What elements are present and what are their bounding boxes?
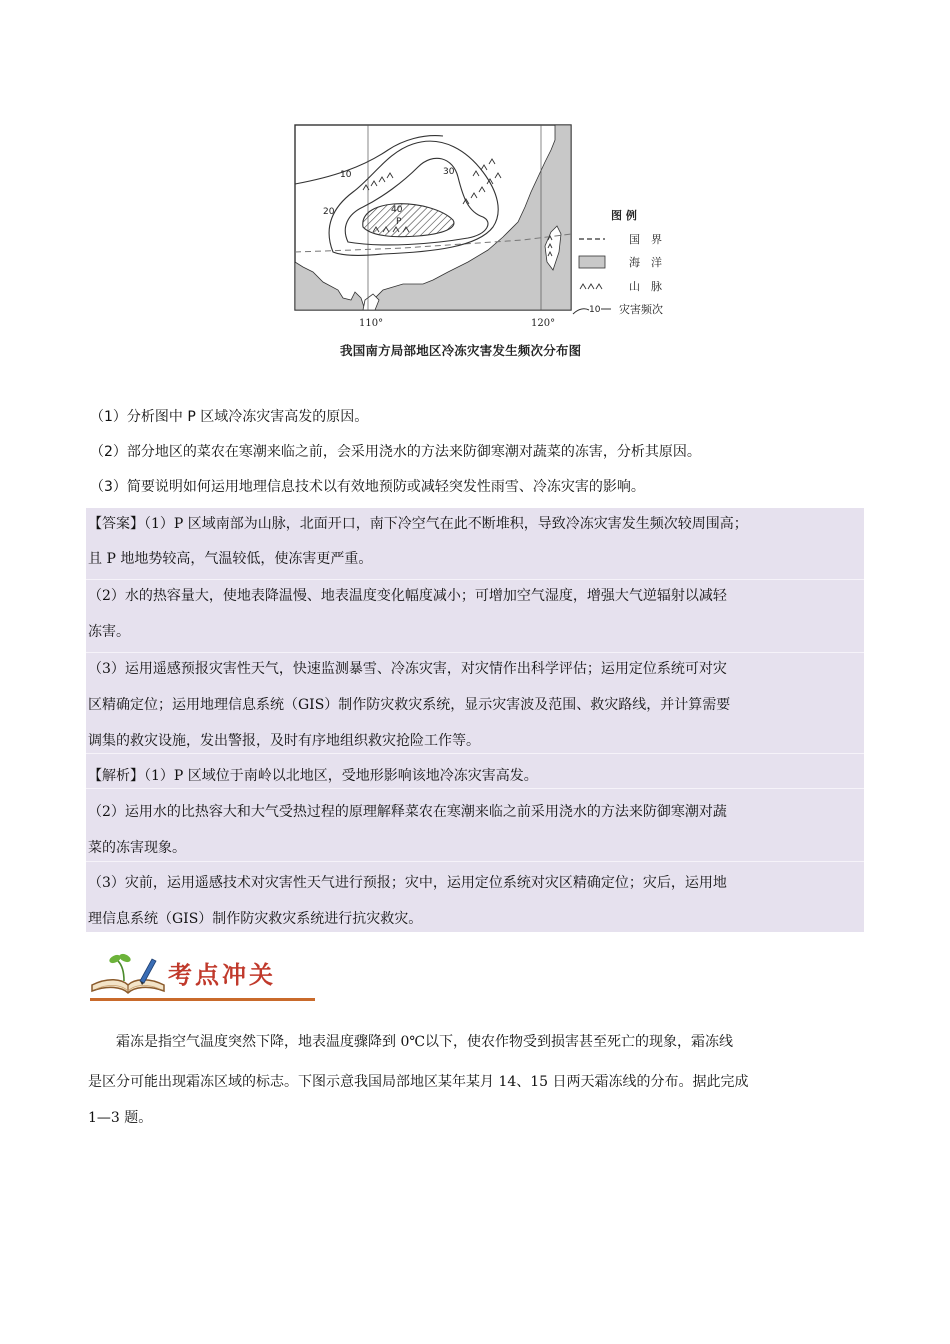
answer-line-1: 【答案】（1）P 区域南部为山脉，北面开口，南下冷空气在此不断堆积，导致冷冻灾害发生频次较周围高； <box>88 516 748 532</box>
answer-line-6: 区精确定位；运用地理信息系统（GIS）制作防灾救灾系统，显示灾害波及范围、救灾路线，并计算需要 <box>88 697 731 713</box>
intro-line-1: 霜冻是指空气温度突然下降，地表温度骤降到 0℃以下，使农作物受到损害甚至死亡的现象，霜冻线 <box>116 1034 734 1050</box>
legend-title: 图 例 <box>611 209 637 222</box>
intro-line-3: 1—3 题。 <box>88 1110 153 1126</box>
intro-line-2: 是区分可能出现霜冻区域的标志。下图示意我国局部地区某年某月 14、15 日两天霜冻线的分布。据此完成 <box>88 1074 749 1090</box>
open-book-sprout-icon <box>88 945 168 1001</box>
label-10: 10 <box>340 170 352 180</box>
isoline-icon <box>573 309 589 314</box>
section-rule <box>90 998 315 1001</box>
label-40: 40 <box>391 205 403 215</box>
map-svg <box>293 122 683 344</box>
answer-line-5: （3）运用遥感预报灾害性天气，快速监测暴雪、冷冻灾害，对灾情作出科学评估；运用定位系统可对灾 <box>88 661 727 677</box>
lon-120: 120° <box>531 318 556 329</box>
question-3: （3）简要说明如何运用地理信息技术以有效地预防或减轻突发性雨雪、冷冻灾害的影响。 <box>90 479 645 495</box>
question-2: （2）部分地区的菜农在寒潮来临之前，会采用浇水的方法来防御寒潮对蔬菜的冻害，分析其原因。 <box>90 444 701 460</box>
legend-isoline-sample: 10 <box>589 305 601 315</box>
divider <box>86 579 864 580</box>
ocean-swatch-icon <box>579 256 605 268</box>
divider <box>86 788 864 789</box>
answer-box <box>86 508 864 932</box>
legend-mountain: 山 脉 <box>629 280 662 293</box>
legend-border: 国 界 <box>629 233 662 246</box>
answer-line-4: 冻害。 <box>88 624 130 640</box>
label-30: 30 <box>443 167 455 177</box>
answer-line-7: 调集的救灾设施，发出警报，及时有序地组织救灾抢险工作等。 <box>88 733 480 749</box>
label-20: 20 <box>323 207 335 217</box>
analysis-line-2: （2）运用水的比热容大和大气受热过程的原理解释菜农在寒潮来临之前采用浇水的方法来防御寒潮对蔬 <box>88 804 727 820</box>
answer-line-2: 且 P 地地势较高，气温较低，使冻害更严重。 <box>88 551 373 567</box>
lon-110: 110° <box>359 318 384 329</box>
divider <box>86 652 864 653</box>
mountain-icon <box>580 284 602 289</box>
divider <box>86 861 864 862</box>
analysis-line-5: 理信息系统（GIS）制作防灾救灾系统进行抗灾救灾。 <box>88 911 423 927</box>
divider <box>86 753 864 754</box>
section-title: 考点冲关 <box>168 961 276 989</box>
analysis-line-1: 【解析】（1）P 区域位于南岭以北地区，受地形影响该地冷冻灾害高发。 <box>88 768 538 784</box>
cold-disaster-map <box>293 122 683 362</box>
region-p-label: P <box>396 217 402 227</box>
analysis-line-4: （3）灾前，运用遥感技术对灾害性天气进行预报；灾中，运用定位系统对灾区精确定位；灾后，运用地 <box>88 875 727 891</box>
answer-line-3: （2）水的热容量大，使地表降温慢、地表温度变化幅度减小；可增加空气湿度，增强大气逆辐射以减轻 <box>88 588 727 604</box>
figure-caption: 我国南方局部地区冷冻灾害发生频次分布图 <box>340 343 582 358</box>
legend-frequency: 灾害频次 <box>619 303 663 316</box>
question-1: （1）分析图中 P 区域冷冻灾害高发的原因。 <box>90 409 369 425</box>
legend-ocean: 海 洋 <box>629 256 662 269</box>
analysis-line-3: 菜的冻害现象。 <box>88 840 186 856</box>
